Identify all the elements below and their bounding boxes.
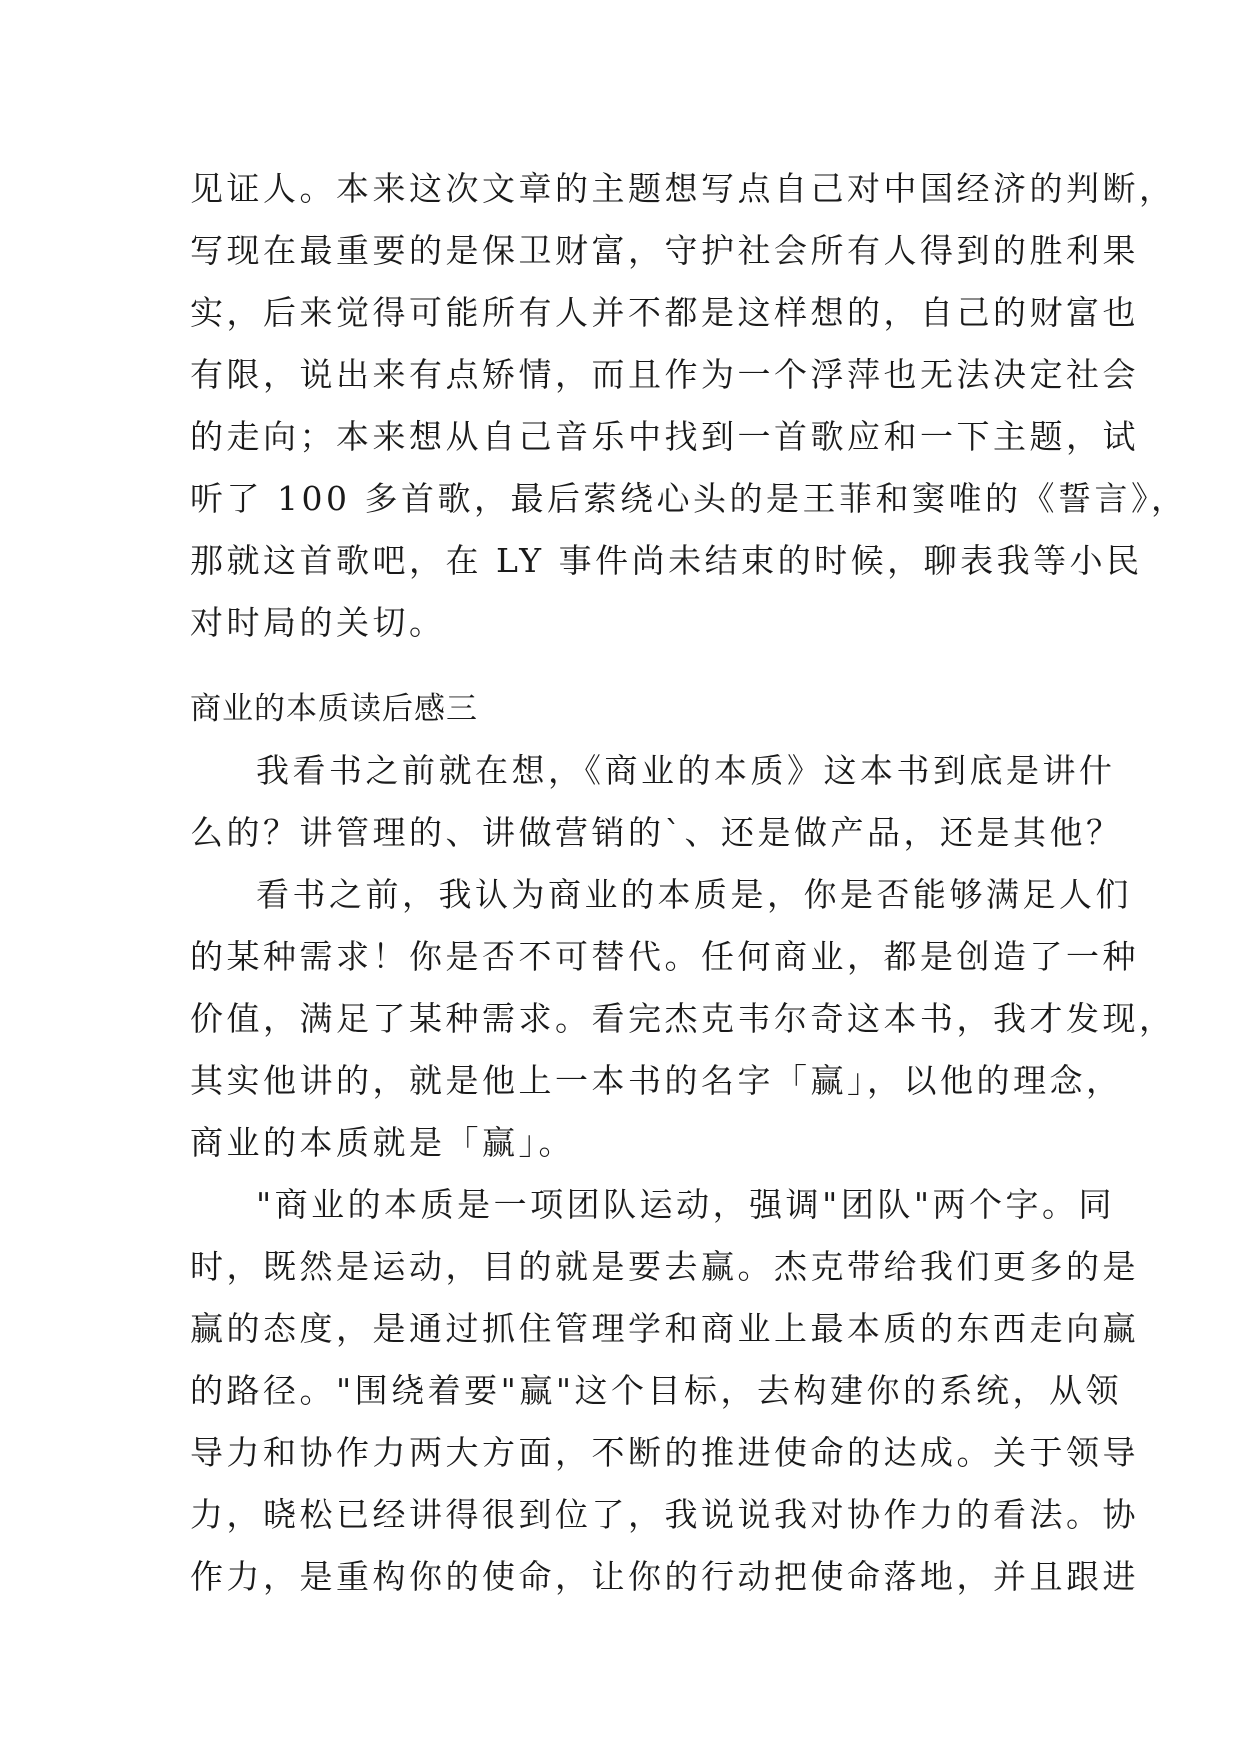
text-line: 听了 100 多首歌，最后萦绕心头的是王菲和窦唯的《誓言》， (190, 479, 1188, 518)
text-line: 我看书之前就在想，《商业的本质》这本书到底是讲什 (256, 751, 1116, 790)
text-line: 力，晓松已经讲得很到位了，我说说我对协作力的看法。协 (190, 1495, 1139, 1534)
paragraph-3 (190, 1174, 1139, 1608)
text-line: "商业的本质是一项团队运动，强调"团队"两个字。同 (256, 1185, 1116, 1224)
paragraph-2 (190, 864, 1176, 1174)
text-line: 有限，说出来有点矫情，而且作为一个浮萍也无法决定社会 (190, 355, 1139, 394)
text-line: 作力，是重构你的使命，让你的行动把使命落地，并且跟进 (190, 1557, 1139, 1596)
text-line: 对时局的关切。 (190, 603, 446, 642)
paragraph-intro (190, 158, 1188, 654)
text-line: 实，后来觉得可能所有人并不都是这样想的，自己的财富也 (190, 293, 1139, 332)
text-line: 商业的本质就是「赢」。 (190, 1123, 575, 1162)
text-line: 么的？讲管理的、讲做营销的`、还是做产品，还是其他？ (190, 813, 1123, 852)
text-line: 价值，满足了某种需求。看完杰克韦尔奇这本书，我才发现， (190, 999, 1176, 1038)
text-line: 的路径。"围绕着要"赢"这个目标，去构建你的系统，从领 (190, 1371, 1123, 1410)
text-line: 的某种需求！你是否不可替代。任何商业，都是创造了一种 (190, 937, 1139, 976)
text-line: 那就这首歌吧，在 LY 事件尚未结束的时候，聊表我等小民 (190, 541, 1143, 580)
text-line: 其实他讲的，就是他上一本书的名字「赢」，以他的理念， (190, 1061, 1123, 1100)
text-line: 写现在最重要的是保卫财富，守护社会所有人得到的胜利果 (190, 231, 1139, 270)
text-line: 导力和协作力两大方面，不断的推进使命的达成。关于领导 (190, 1433, 1139, 1472)
text-line: 看书之前，我认为商业的本质是，你是否能够满足人们 (256, 875, 1132, 914)
document-body (190, 158, 1188, 1608)
text-line: 的走向；本来想从自己音乐中找到一首歌应和一下主题，试 (190, 417, 1139, 456)
text-line: 见证人。本来这次文章的主题想写点自己对中国经济的判断， (190, 169, 1176, 208)
text-line: 时，既然是运动，目的就是要去赢。杰克带给我们更多的是 (190, 1247, 1139, 1286)
text-line: 赢的态度，是通过抓住管理学和商业上最本质的东西走向赢 (190, 1309, 1139, 1348)
paragraph-1 (190, 740, 1123, 864)
section-title: 商业的本质读后感三 (190, 691, 478, 727)
